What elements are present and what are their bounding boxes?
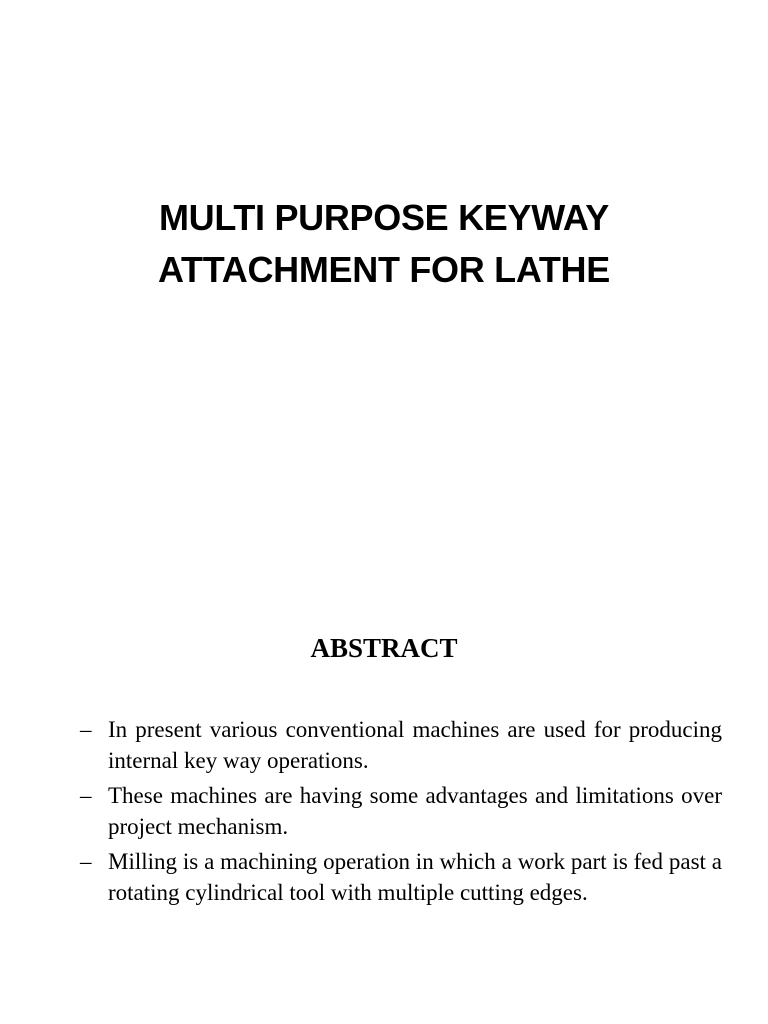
bullet-item — [80, 714, 722, 776]
dash-bullet-icon: – — [80, 783, 92, 808]
bullet-text: In present various conventional machines are used for producing internal key way operations. — [108, 717, 722, 773]
bullet-text: These machines are having some advantages and limitations over project mechanism. — [108, 783, 722, 839]
bullet-item — [80, 846, 722, 908]
dash-bullet-icon: – — [80, 717, 92, 742]
dash-bullet-icon: – — [80, 849, 92, 874]
abstract-bullet-list — [80, 714, 722, 912]
slide-title — [60, 192, 708, 296]
bullet-text: Milling is a machining operation in which a work part is fed past a rotating cylindrical tool with multiple cutting edges. — [108, 849, 722, 905]
title-line-2: ATTACHMENT FOR LATHE — [158, 249, 610, 290]
bullet-item — [80, 780, 722, 842]
abstract-heading: ABSTRACT — [310, 633, 458, 663]
title-line-1: MULTI PURPOSE KEYWAY — [158, 197, 610, 238]
